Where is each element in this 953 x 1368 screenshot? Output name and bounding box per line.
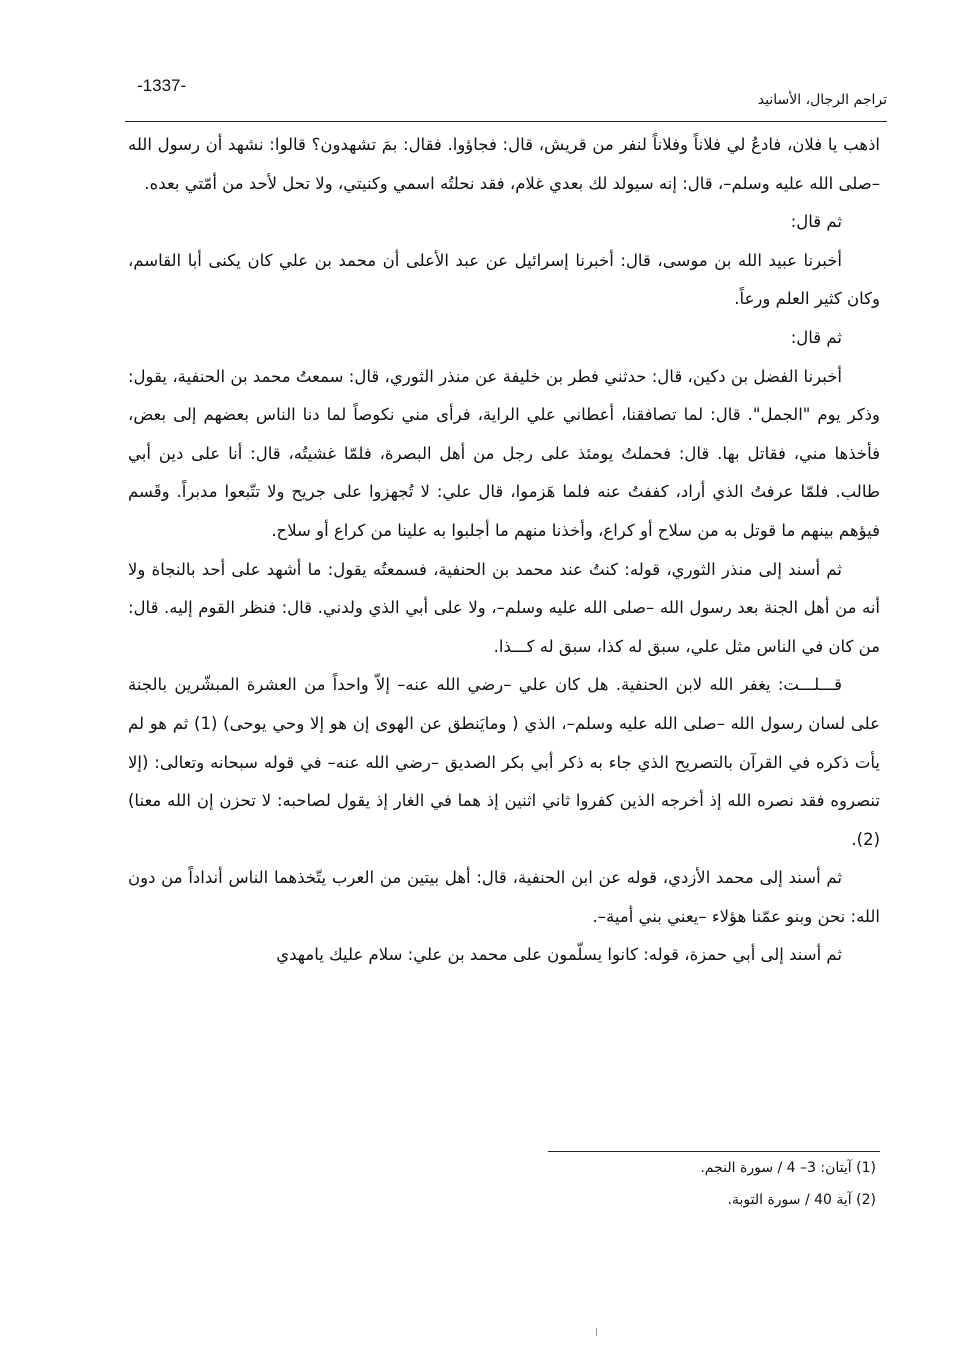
footnote-1: (1) آيتان: 3– 4 / سورة النجم. xyxy=(700,1160,876,1176)
paragraph-abu-al-qasim: أخبرنا عبيد الله بن موسى، قال: أخبرنا إسرائيل عن عبد الأعلى أن محمد بن علي كان يكنى أبا القاسم، وكان كثير العلم ورعاً. xyxy=(128,250,880,309)
paragraph-battle-of-jamal: أخبرنا الفضل بن دكين، قال: حدثني فطر بن خليفة عن منذر الثوري، قال: سمعتُ محمد بن الحنفية، يقول: وذكر يوم "الجمل". قال: لما تصافقنا، أعطاني علي الراية، فرأى مني نكوصاً لما دنا الناس بعضهم إلى بعض، فأخذها مني، فقاتل بها. قال: فحملتُ يومئذ على رجل من أهل البصرة، فلمّا غشيتُه، قال: أنا على دين أبي طالب. فلمّا عرفتُ الذي أراد، كففتُ عنه فلما هَزموا، قال علي: لا تُجهزوا على جريح ولا تتّبعوا مدبراً. وقَسم فيؤهم بينهم ما قوتل به من سلاح أو كراع، وأخذنا منهم ما أجلبوا به علينا من كراع أو سلاح. xyxy=(128,366,880,540)
scan-artifact xyxy=(596,1328,597,1336)
header-divider xyxy=(125,121,887,122)
paragraph-muhammad-al-azdi: ثم أسند إلى محمد الأزدي، قوله عن ابن الحنفية، قال: أهل بيتين من العرب يتّخذهما الناس أنداداً من دون الله: نحن وبنو عمّنا هؤلاء –يعني بني أمية–. xyxy=(128,868,880,926)
page-number: -1337- xyxy=(137,76,187,95)
footnote-2: (2) آية 40 / سورة التوبة. xyxy=(727,1192,876,1208)
paragraph-hadith-naming: اذهب يا فلان، فادعُ لي فلاناً وفلاناً لنفر من قريش، قال: فجاؤوا. فقال: بمَ تشهدون؟ قالوا: نشهد أن رسول الله –صلى الله عليه وسلم–، قال: إنه سيولد لك بعدي غلام، فقد نحلتُه اسمي وكنيتي، ولا تحل لأحد من أمّتي بعده. xyxy=(128,135,880,193)
paragraph-then-said-2: ثم قال: xyxy=(790,327,842,347)
footnotes xyxy=(430,1152,876,1216)
paragraph-mundhir-al-thawri: ثم أسند إلى منذر الثوري، قوله: كنتُ عند محمد بن الحنفية، فسمعتُه يقول: ما أشهد على أحد بالنجاة ولا أنه من أهل الجنة بعد رسول الله –صلى الله عليه وسلم–، ولا على أبي الذي ولدني. قال: فنظر القوم إليه. قال: من كان في الناس مثل علي، سبق له كذا، سبق له كـــذا. xyxy=(128,559,880,656)
running-head xyxy=(125,72,887,112)
main-text xyxy=(128,126,880,975)
paragraph-abu-hamza: ثم أسند إلى أبي حمزة، قوله: كانوا يسلّمون على محمد بن علي: سلام عليك يامهدي xyxy=(276,945,842,965)
paragraph-author-comment: قـــلـــت: يغفر الله لابن الحنفية. هل كان علي –رضي الله عنه– إلاّ واحداً من العشرة المبشّرين بالجنة على لسان رسول الله –صلى الله عليه وسلم–، الذي ( ومايَنطق عن الهوى إن هو إلا وحي يوحى) (1) ثم هو لم يأت ذكره في القرآن بالتصريح الذي جاء به ذكر أبي بكر الصديق –رضي الله عنه– في قوله سبحانه وتعالى: (إلا تنصروه فقد نصره الله إذ أخرجه الذين كفروا ثاني اثنين إذ هما في الغار إذ يقول لصاحبه: لا تحزن إن الله معنا) (2). xyxy=(128,675,880,849)
paragraph-then-said-1: ثم قال: xyxy=(790,212,842,232)
book-title: تراجم الرجال، الأسانيد xyxy=(757,92,887,108)
